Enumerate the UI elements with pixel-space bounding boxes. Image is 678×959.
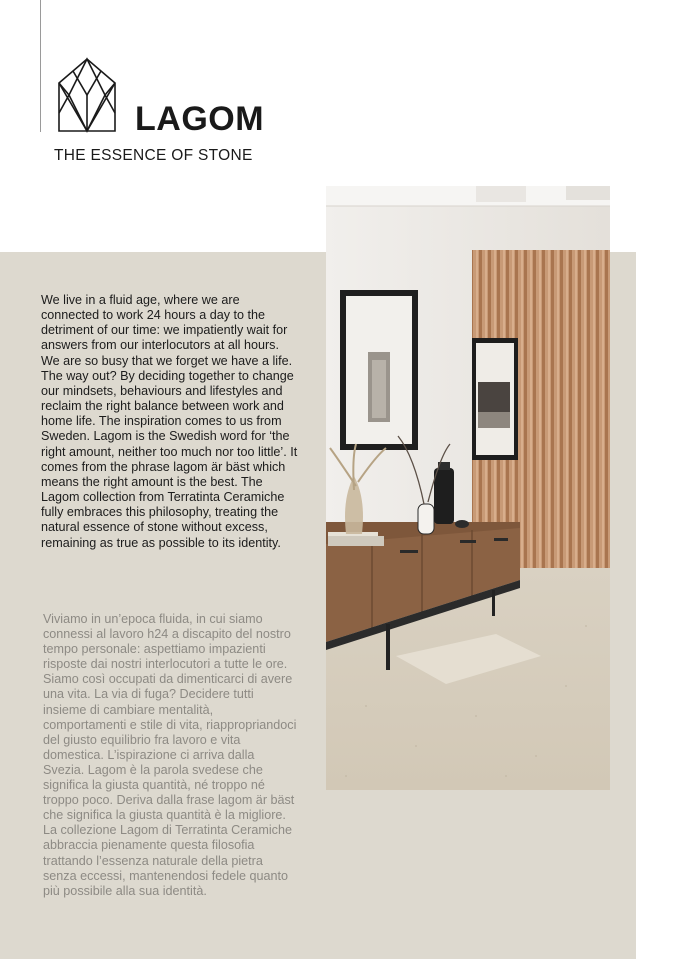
vertical-rule xyxy=(40,0,41,132)
living-room-photo xyxy=(326,186,610,790)
house-facets-icon xyxy=(55,55,119,133)
brand-name: LAGOM xyxy=(135,100,265,138)
italian-paragraph: Viviamo in un’epoca fluida, in cui siamo connessi al lavoro h24 a discapito del nostro tempo personale: aspettiamo impazienti risposte dai nostri interlocutori a tutte le ore. Siamo così occupati da dimenticarci di avere una vita. La via di fuga? Decidere tutti insieme di cambiare mentalità, comportamenti e stile di vita, riappropriandoci del giusto equilibrio fra lavoro e vita domestica. L’ispirazione ci arriva dalla Svezia. Lagom è la parola svedese che significa la giusta quantità, né troppo né troppo poco. Deriva dalla frase lagom är bäst che significa la giusta quantità è la migliore. La collezione Lagom di Terratinta Ceramiche abbraccia pienamente questa filosofia trattando l’essenza naturale della pietra senza eccessi, mantenendosi fedele quanto più possibile alla sua identità. xyxy=(43,612,297,898)
english-paragraph: We live in a fluid age, where we are connected to work 24 hours a day to the detriment of our time: we impatiently wait for answers from our interlocutors at all hours. We are so busy that we forget we have a life. The way out? By deciding together to change our mindsets, behaviours and lifestyles and reclaim the right balance between work and home life. The inspiration comes to us from Sweden. Lagom is the Swedish word for ‘the right amount, neither too much nor too little’. It comes from the phrase lagom är bäst which means the right amount is the best. The Lagom collection from Terratinta Ceramiche fully embraces this philosophy, treating the natural essence of stone without excess, remaining as true as possible to its identity. xyxy=(41,293,298,550)
brand-tagline: THE ESSENCE OF STONE xyxy=(54,147,253,164)
